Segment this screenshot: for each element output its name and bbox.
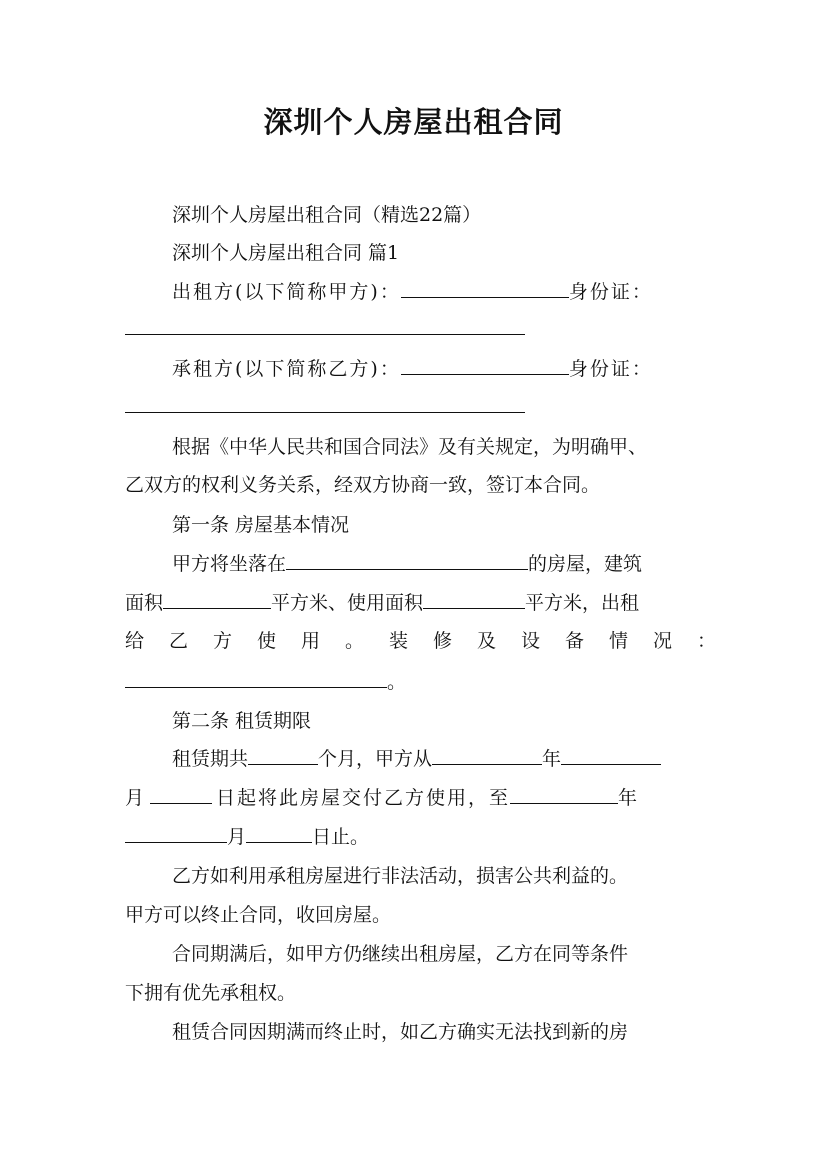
article-1-text: 面积: [125, 592, 164, 614]
lessee-label: 承租方(以下简称乙方)：: [172, 358, 401, 380]
article-2-text: 年: [618, 787, 640, 809]
start-day-blank: [150, 783, 212, 804]
article-2-text: 日止。: [312, 826, 370, 848]
article-2-text: 月: [227, 826, 247, 848]
lessor-line: [172, 277, 827, 304]
lessor-id-blank: [125, 334, 525, 335]
subtitle: 深圳个人房屋出租合同（精选22篇）: [172, 204, 482, 226]
article-1-line-4: [125, 667, 827, 694]
article-2-line-3: [125, 822, 827, 849]
paragraph-4-line-2: 下拥有优先承租权。: [125, 982, 297, 1004]
building-area-blank: [163, 588, 271, 609]
paragraph-5-line-1: 租赁合同因期满而终止时，如乙方确实无法找到新的房: [172, 1021, 629, 1043]
article-2-text: 租赁期共: [172, 748, 249, 770]
article-1-text: 甲方将坐落在: [172, 553, 287, 575]
article-1-line-2: [125, 588, 827, 615]
months-blank: [248, 744, 318, 765]
article-2-line-1: [172, 744, 827, 771]
equipment-blank: [125, 667, 387, 688]
article-2-text: 日起将此房屋交付乙方使用，至: [216, 787, 511, 809]
article-2-text: 月: [125, 787, 147, 809]
lessor-name-blank: [401, 277, 569, 298]
paragraph-3-line-2: 甲方可以终止合同，收回房屋。: [125, 904, 392, 926]
end-year-blank: [510, 783, 618, 804]
article-1-text: 的房屋，建筑: [528, 553, 643, 575]
lessor-id-label: 身份证：: [568, 281, 653, 303]
lessee-line: [172, 354, 827, 381]
lessee-id-blank: [125, 412, 525, 413]
paragraph-4-line-1: 合同期满后，如甲方仍继续出租房屋，乙方在同等条件: [172, 943, 629, 965]
document-title: 深圳个人房屋出租合同: [263, 105, 564, 139]
article-2-text: 个月，甲方从: [318, 748, 433, 770]
address-blank: [286, 549, 528, 570]
lessor-label: 出租方(以下简称甲方)：: [172, 281, 401, 303]
article-2-line-2: [125, 783, 827, 810]
part-heading: 深圳个人房屋出租合同 篇1: [172, 242, 400, 264]
article-2-text: 年: [542, 748, 562, 770]
start-month-blank: [561, 744, 661, 765]
paragraph-3-line-1: 乙方如利用承租房屋进行非法活动，损害公共利益的。: [172, 865, 629, 887]
article-1-line-1: [172, 549, 827, 576]
end-day-blank: [246, 822, 312, 843]
lessee-id-label: 身份证：: [568, 358, 653, 380]
article-1-text: 平方米，出租: [525, 592, 640, 614]
lessee-name-blank: [401, 354, 569, 375]
article-1-line-3: 给乙方使用。装修及设备情况：: [125, 630, 742, 652]
article-1-text: 。: [387, 671, 407, 693]
end-month-blank: [125, 822, 227, 843]
article-1-title: 第一条 房屋基本情况: [172, 514, 350, 536]
article-2-title: 第二条 租赁期限: [172, 710, 312, 732]
intro-line-1: 根据《中华人民共和国合同法》及有关规定，为明确甲、: [172, 436, 648, 458]
usable-area-blank: [423, 588, 525, 609]
intro-line-2: 乙双方的权利义务关系，经双方协商一致，签订本合同。: [125, 474, 601, 496]
start-year-blank: [432, 744, 542, 765]
article-1-text: 平方米、使用面积: [271, 592, 424, 614]
